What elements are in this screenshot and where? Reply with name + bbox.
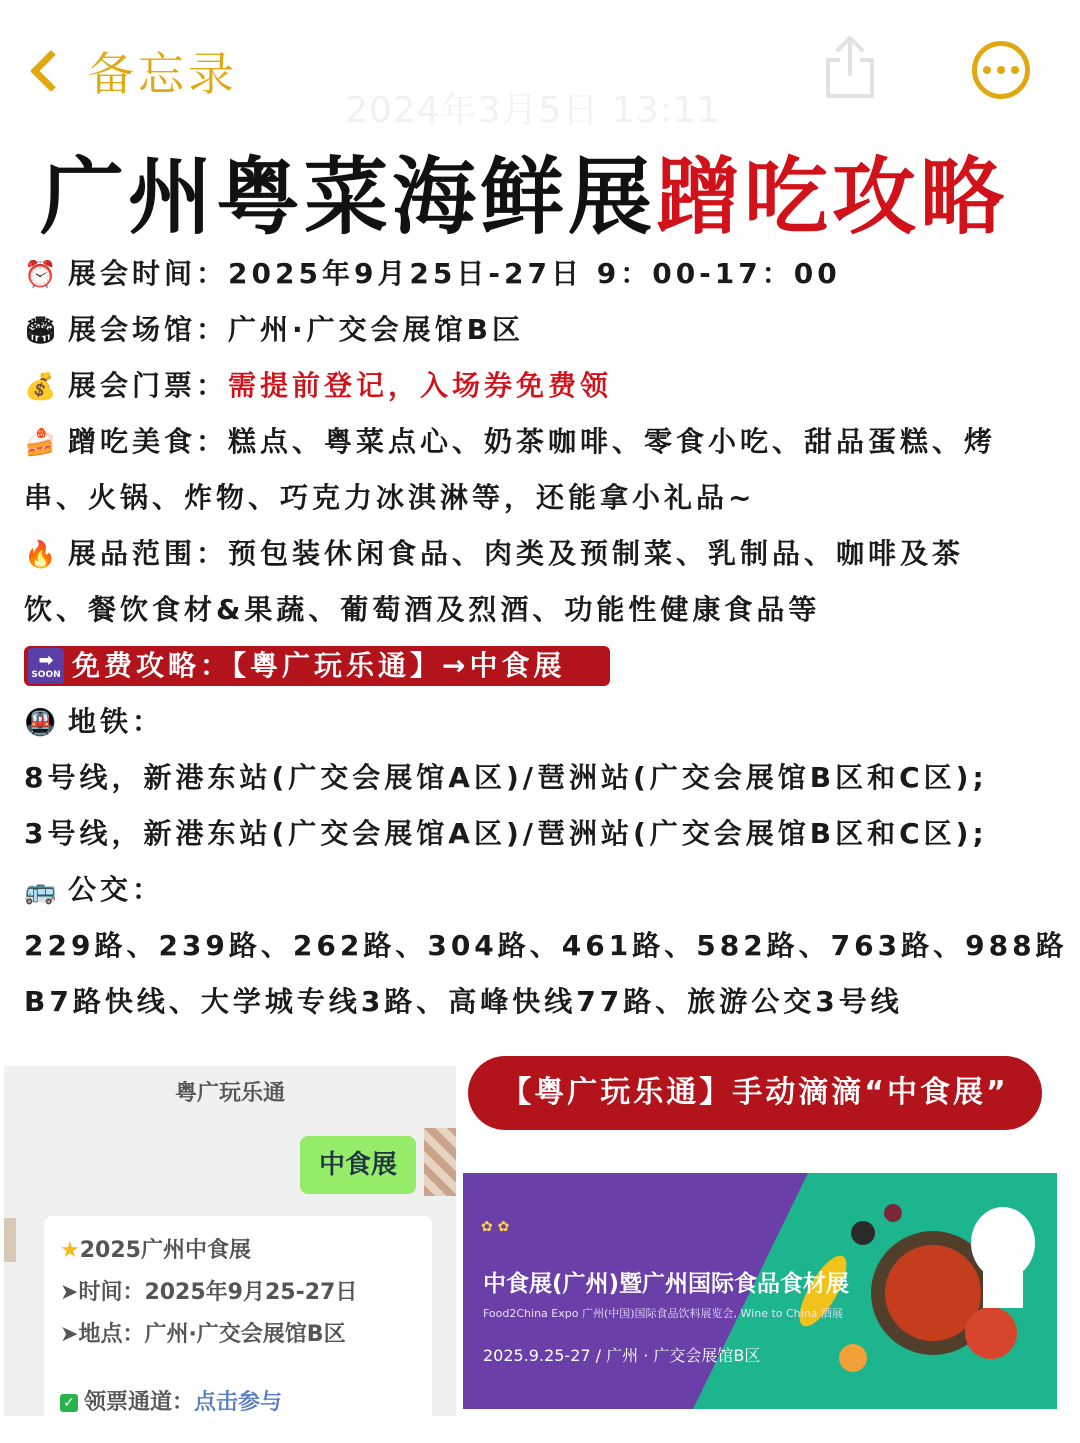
star-icon: ★: [60, 1238, 80, 1263]
chat-reply-card: [44, 1216, 432, 1416]
bus-line1: 229路、239路、262路、304路、461路、582路、763路、988路: [24, 929, 1068, 962]
dot-icon: [983, 66, 991, 74]
soon-arrow-icon: ➡ SOON: [28, 648, 64, 684]
chat-bubble[interactable]: 中食展: [300, 1136, 416, 1194]
bus-icon: 🚌: [24, 876, 61, 906]
title-part-black: 广州粤菜海鲜展: [40, 148, 657, 246]
bus-label-row: [24, 870, 164, 911]
card-place: 地点：广州·广交会展馆B区: [78, 1322, 346, 1347]
free-guide-banner[interactable]: [24, 646, 610, 686]
poster-date: 2025.9.25-27 / 广州 · 广交会展馆B区: [483, 1346, 761, 1365]
dot-icon: [997, 66, 1005, 74]
title-part-red: 蹭吃攻略: [656, 148, 1009, 246]
note-date: 2024年3月5日 13:11: [345, 90, 721, 131]
ticket-label: 展会门票：: [68, 369, 229, 402]
metro-line2: 3号线，新港东站(广交会展馆A区)/琶洲站(广交会展馆B区和C区);: [24, 817, 988, 850]
card-title-row: [60, 1230, 432, 1272]
food-row: [24, 422, 996, 463]
chat-title: 粤广玩乐通: [174, 1081, 285, 1106]
range-label: 展品范围：: [68, 537, 229, 570]
card-time-row: [60, 1272, 432, 1314]
card-place-row: [60, 1314, 432, 1356]
expo-poster: [463, 1173, 1057, 1409]
avatar: [424, 1128, 456, 1196]
food-line2: 串、火锅、炸物、巧克力冰淇淋等，还能拿小礼品~: [24, 481, 756, 514]
time-row: [24, 254, 841, 295]
card-ticket-row: [60, 1382, 432, 1416]
poster-subtitle: Food2China Expo 广州(中国)国际食品饮料展览会, Wine to China 酒展: [483, 1307, 843, 1320]
metro-label-row: [24, 702, 164, 743]
arrow-icon: ➤: [60, 1280, 79, 1305]
range-row: [24, 534, 964, 575]
dot-icon: [1011, 66, 1019, 74]
venue-value: 广州·广交会展馆B区: [228, 313, 524, 346]
money-bag-icon: 💰: [24, 372, 61, 402]
checkbox-icon: ✓: [60, 1394, 78, 1412]
page-title: [40, 130, 1008, 251]
metro-icon: 🚇: [24, 708, 61, 738]
time-value: 2025年9月25日-27日 9：00-17：00: [228, 257, 841, 290]
ticket-row: [24, 366, 612, 407]
back-button[interactable]: [22, 38, 238, 104]
chat-screenshot: [4, 1066, 456, 1416]
card-ticket-link[interactable]: 点击参与: [194, 1390, 283, 1415]
chevron-left-icon: [30, 50, 72, 92]
food-line1: 糕点、粤菜点心、奶茶咖啡、零食小吃、甜品蛋糕、烤: [228, 425, 997, 458]
back-label: 备忘录: [88, 47, 238, 101]
venue-label: 展会场馆：: [68, 313, 229, 346]
metro-label: 地铁：: [68, 705, 165, 738]
bus-label: 公交：: [68, 873, 165, 906]
food-label: 蹭吃美食：: [68, 425, 229, 458]
avatar: [4, 1218, 16, 1262]
card-time: 时间：2025年9月25-27日: [78, 1280, 358, 1305]
card-ticket-label: 领票通道：: [84, 1390, 195, 1415]
alarm-clock-icon: ⏰: [24, 260, 61, 290]
ticket-value: 需提前登记，入场券免费领: [228, 369, 613, 402]
range-line1: 预包装休闲食品、肉类及预制菜、乳制品、咖啡及茶: [228, 537, 965, 570]
more-options-button[interactable]: [972, 41, 1030, 99]
range-line2: 饮、餐饮食材&果蔬、葡萄酒及烈酒、功能性健康食品等: [24, 593, 821, 626]
card-title: 2025广州中食展: [79, 1238, 251, 1263]
poster-title: 中食展(广州)暨广州国际食品食材展: [483, 1271, 850, 1297]
poster-logo: ✿ ✿: [481, 1219, 510, 1235]
venue-row: [24, 310, 524, 351]
cake-icon: 🍰: [24, 428, 61, 458]
metro-line1: 8号线，新港东站(广交会展馆A区)/琶洲站(广交会展馆B区和C区);: [24, 761, 988, 794]
building-icon: 🏟: [24, 316, 62, 346]
time-label: 展会时间：: [68, 257, 229, 290]
share-icon[interactable]: [822, 34, 878, 100]
arrow-icon: ➤: [60, 1322, 79, 1347]
instruction-pill: 【粤广玩乐通】手动滴滴“中食展”: [468, 1056, 1042, 1130]
bus-line2: B7路快线、大学城专线3路、高峰快线77路、旅游公交3号线: [24, 985, 903, 1018]
banner-text: 免费攻略：【粤广玩乐通】→中食展: [72, 649, 566, 682]
fire-icon: 🔥: [24, 540, 61, 570]
